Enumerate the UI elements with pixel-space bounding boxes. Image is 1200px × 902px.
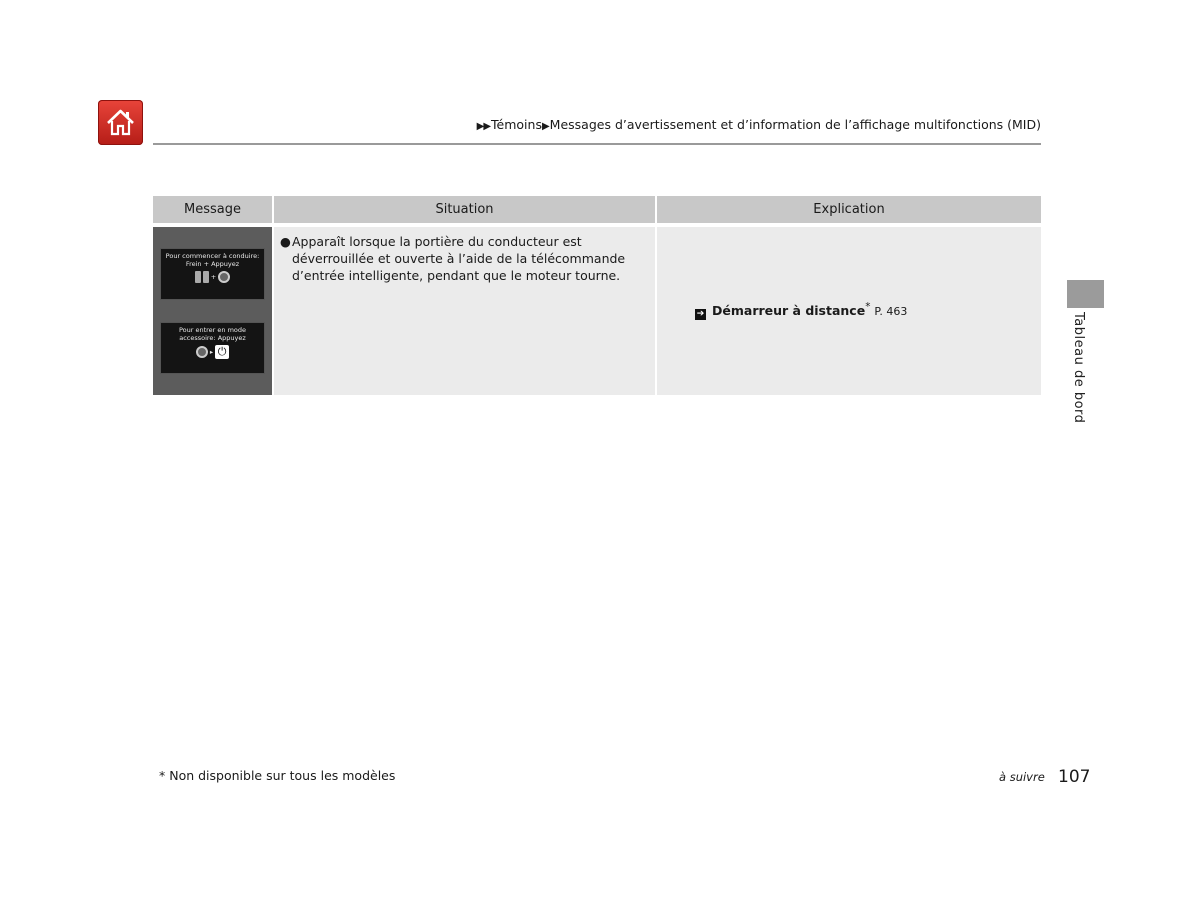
mid-display-accessory-glyphs [161, 345, 264, 359]
column-header-message: Message [153, 196, 272, 223]
engine-start-button-icon [196, 346, 208, 358]
cross-reference-link[interactable] [695, 301, 907, 320]
asterisk-marker: * [865, 301, 871, 313]
mid-display-accessory-text: Pour entrer en mode accessoire: Appuyez [178, 326, 247, 342]
cross-reference-title: Démarreur à distance [712, 303, 866, 319]
messages-table [151, 196, 1043, 395]
footnote: * Non disponible sur tous les modèles [159, 768, 396, 783]
brake-pedal-icon [203, 271, 209, 283]
mid-display-start-glyphs [161, 271, 264, 283]
message-cell [153, 227, 272, 395]
breadcrumb-link-temoins[interactable]: Témoins [491, 117, 542, 132]
table-header-row [153, 196, 1041, 223]
situation-cell [274, 227, 655, 395]
continue-label: à suivre [999, 770, 1045, 784]
bullet-icon: ● [280, 234, 291, 249]
explication-cell [657, 227, 1041, 395]
brake-pedal-icon [195, 271, 201, 283]
plus-icon: + [210, 273, 217, 281]
power-icon: ⏻ [215, 345, 229, 359]
breadcrumb-arrow-icon: ▶▶ [476, 121, 491, 132]
arrow-right-icon: ▸ [209, 348, 214, 356]
cross-reference-icon: ➔ [696, 309, 705, 320]
cross-reference-page: P. 463 [874, 305, 908, 319]
chapter-tab[interactable] [1067, 280, 1104, 308]
mid-display-start-text: Pour commencer à conduire: Frein + Appuyez [165, 252, 260, 268]
mid-display-accessory [160, 322, 265, 374]
situation-text: Apparaît lorsque la portière du conducteur est déverrouillée et ouverte à l’aide de la télécommande d’entrée intelligente, pendant que le moteur tourne. [292, 234, 626, 283]
engine-start-button-icon [218, 271, 230, 283]
table-row [153, 227, 1041, 395]
breadcrumb-current: Messages d’avertissement et d’information de l’affichage multifonctions (MID) [549, 117, 1041, 132]
breadcrumb [477, 117, 1041, 132]
breadcrumb-separator-icon: ▶ [541, 121, 549, 132]
column-header-situation: Situation [274, 196, 655, 223]
chapter-tab-label: Tableau de bord [1071, 312, 1086, 424]
mid-display-start [160, 248, 265, 300]
page-number: 107 [1058, 767, 1091, 787]
column-header-explication: Explication [657, 196, 1041, 223]
home-icon[interactable] [98, 100, 143, 145]
header-divider [153, 143, 1041, 145]
